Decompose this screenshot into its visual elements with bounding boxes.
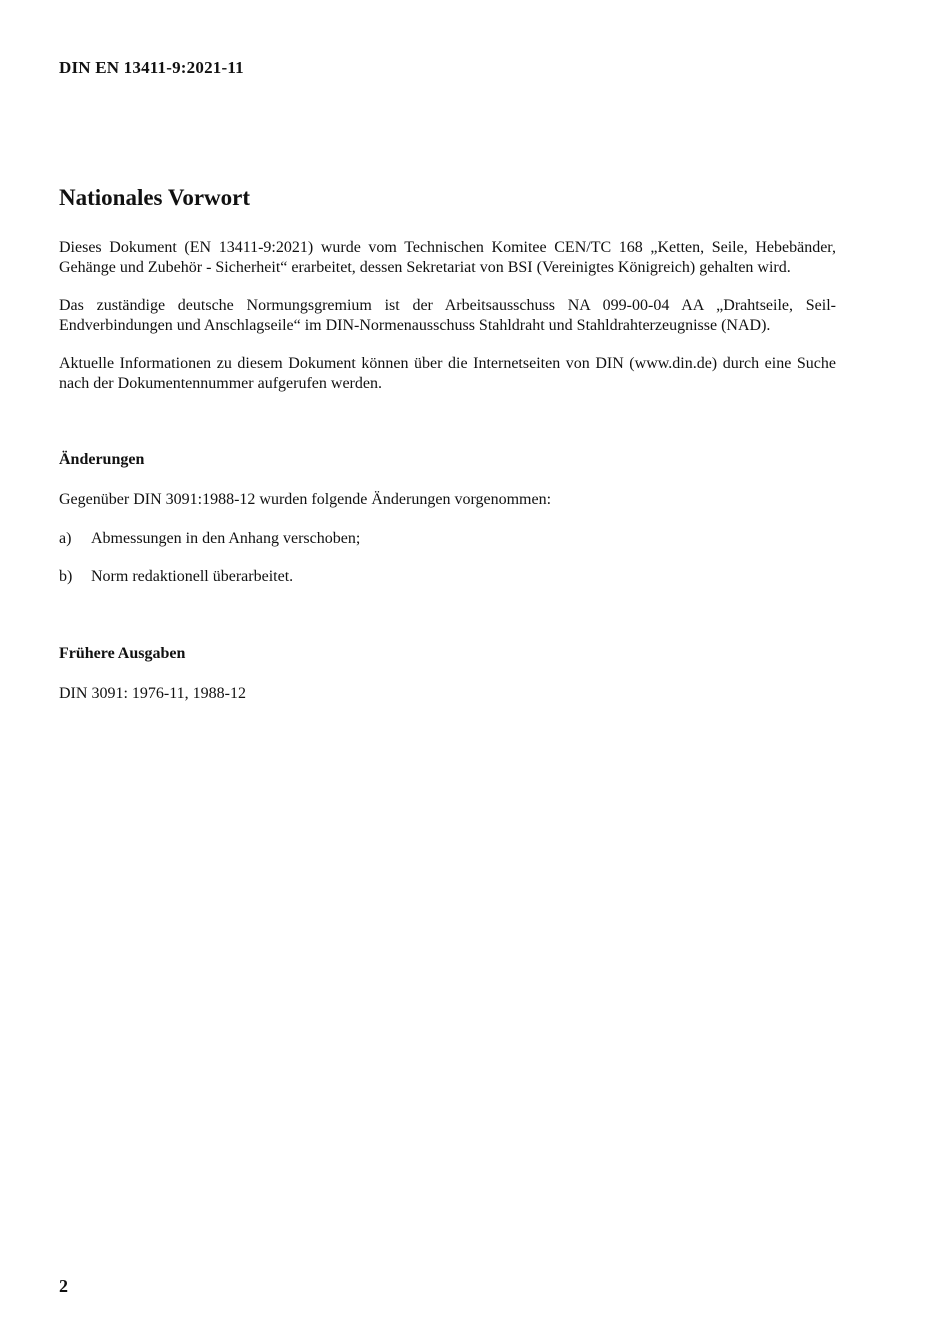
- list-item: [59, 567, 836, 587]
- section-heading-previous-editions: Frühere Ausgaben: [59, 644, 186, 662]
- previous-editions-text: DIN 3091: 1976-11, 1988-12: [59, 684, 246, 702]
- document-id-header: DIN EN 13411-9:2021-11: [59, 58, 244, 77]
- foreword-paragraph-2: Das zuständige deutsche Normungsgremium ist der Arbeitsausschuss NA 099-00-04 AA „Drahtseile, Seil-Endverbindungen und Anschlagseile“ im DIN-Normenausschuss Stahldraht und Stahldrahterzeugnisse (NAD).: [59, 297, 836, 334]
- section-spacer: [59, 606, 836, 645]
- list-item-text: Abmessungen in den Anhang verschoben;: [91, 529, 361, 547]
- page-content: [59, 185, 836, 722]
- foreword-paragraph-3: Aktuelle Informationen zu diesem Dokument können über die Internetseiten von DIN (www.din.de) durch eine Suche nach der Dokumentennummer aufgerufen werden.: [59, 355, 836, 392]
- section-title-foreword: Nationales Vorwort: [59, 185, 251, 210]
- list-item-marker: b): [59, 568, 73, 585]
- list-item-text: Norm redaktionell überarbeitet.: [91, 568, 294, 585]
- foreword-paragraph-1: Dieses Dokument (EN 13411-9:2021) wurde vom Technischen Komitee CEN/TC 168 „Ketten, Seile, Hebebänder, Gehänge und Zubehör - Sicherheit“ erarbeitet, dessen Sekretariat von BSI (Vereinigtes Königreich) gehalten wird.: [59, 239, 836, 276]
- list-item-marker: a): [59, 529, 72, 547]
- changes-list: [59, 529, 836, 587]
- section-spacer: [59, 412, 836, 451]
- list-item: [59, 529, 836, 549]
- section-heading-changes: Änderungen: [59, 451, 145, 468]
- page-number: 2: [59, 1276, 68, 1296]
- changes-intro: Gegenüber DIN 3091:1988-12 wurden folgende Änderungen vorgenommen:: [59, 491, 552, 508]
